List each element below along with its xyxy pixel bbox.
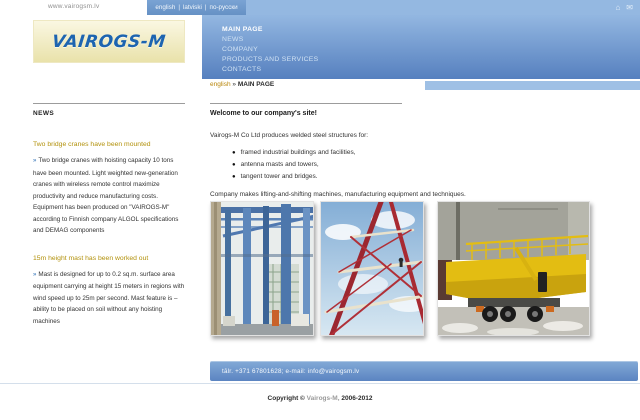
menu-item-main-page[interactable]: MAIN PAGE (222, 26, 263, 33)
menu-item-contacts[interactable]: CONTACTS (222, 66, 262, 73)
lang-link-english[interactable]: english (155, 4, 176, 11)
contact-info-text: tālr. +371 67801628; e-mail: info@vairogsm.lv (222, 367, 360, 375)
menu-item-products-and-services[interactable]: PRODUCTS AND SERVICES (222, 56, 319, 63)
lang-separator: | (178, 4, 180, 11)
photo-crane-girder (437, 201, 590, 336)
news-item-title[interactable]: Two bridge cranes have been mounted (33, 141, 151, 148)
copyright-years: 2006-2012 (341, 395, 373, 402)
list-item (232, 159, 640, 171)
photo-lattice-tower (320, 201, 424, 336)
sidebar-divider (33, 103, 185, 104)
lang-link-russian[interactable]: по-русски (209, 4, 238, 11)
bullet-icon: ● (232, 150, 236, 156)
top-icons (615, 2, 633, 13)
contact-bar (210, 361, 638, 381)
lattice-tower-image (321, 202, 424, 336)
lang-separator: | (204, 4, 207, 11)
list-item (232, 147, 640, 159)
outro-paragraph: Company makes lifting-and-shifting machines, manufacturing equipment and techniques. (210, 191, 466, 198)
intro-paragraph: Vairogs-M Co Ltd produces welded steel structures for: (210, 132, 369, 139)
list-item-text: antenna masts and towers, (240, 161, 319, 168)
list-item-text: tangent tower and bridges. (240, 173, 318, 180)
footer-divider (0, 383, 640, 384)
crane-girder-image (438, 202, 590, 336)
copyright-prefix: Copyright © (267, 395, 305, 402)
news-arrow-icon: » (33, 158, 37, 164)
header-band (202, 15, 640, 79)
footer (0, 395, 640, 402)
menu-item-news[interactable]: NEWS (222, 36, 244, 43)
photo-gallery (210, 201, 590, 336)
news-arrow-icon: » (33, 271, 37, 278)
top-strip (246, 0, 640, 15)
company-logo-text: VAIROGS-M (51, 31, 167, 52)
news-item-title[interactable]: 15m height mast has been worked out (33, 254, 149, 262)
site-url: www.vairogsm.lv (48, 3, 100, 10)
list-item (232, 171, 640, 183)
breadcrumb (210, 81, 274, 88)
breadcrumb-current-page: MAIN PAGE (237, 81, 275, 88)
news-sidebar (33, 110, 185, 327)
language-switcher (147, 0, 246, 15)
copyright-company: Vairogs-M, (306, 395, 340, 402)
sitemap-icon[interactable]: ⌂ (615, 3, 621, 12)
main-menu (222, 25, 318, 75)
news-item-text: Mast is designed for up to 0.2 sq.m. surface area equipment carrying at height 15 meters in regions with wind speed up to 25m per second. Mast feature is – ability to be placed on soil without any hoisting machines (33, 270, 185, 325)
products-list (232, 147, 640, 183)
mail-icon[interactable]: ✉ (626, 3, 633, 12)
company-logo[interactable] (33, 20, 185, 63)
photo-steel-framework (210, 201, 314, 336)
bullet-icon: ● (232, 162, 236, 168)
bullet-icon: ● (232, 174, 236, 180)
menu-item-company[interactable]: COMPANY (222, 46, 258, 53)
header-sub-strip (425, 81, 640, 90)
breadcrumb-language-link[interactable]: english (210, 81, 231, 88)
steel-framework-image (211, 202, 314, 336)
news-item-text: Two bridge cranes with hoisting capacity 10 tons have been mounted. Light weighted new-generation cranes with wireless remote control maximize productivity and reduce manufacturing costs. Equipment has been produced on "VAIROGS-M" according to Finnish company ALGOL specifications and DEMAG components (33, 157, 179, 234)
lang-link-latviski[interactable]: latviski (182, 4, 202, 11)
main-divider (210, 103, 402, 104)
main-content (210, 110, 640, 198)
list-item-text: framed industrial buildings and facilities, (240, 149, 356, 156)
news-item-body (33, 155, 185, 237)
page-title: Welcome to our company's site! (210, 110, 317, 117)
news-item-body (33, 269, 185, 328)
news-heading: NEWS (33, 110, 55, 117)
breadcrumb-separator: » (232, 81, 237, 88)
